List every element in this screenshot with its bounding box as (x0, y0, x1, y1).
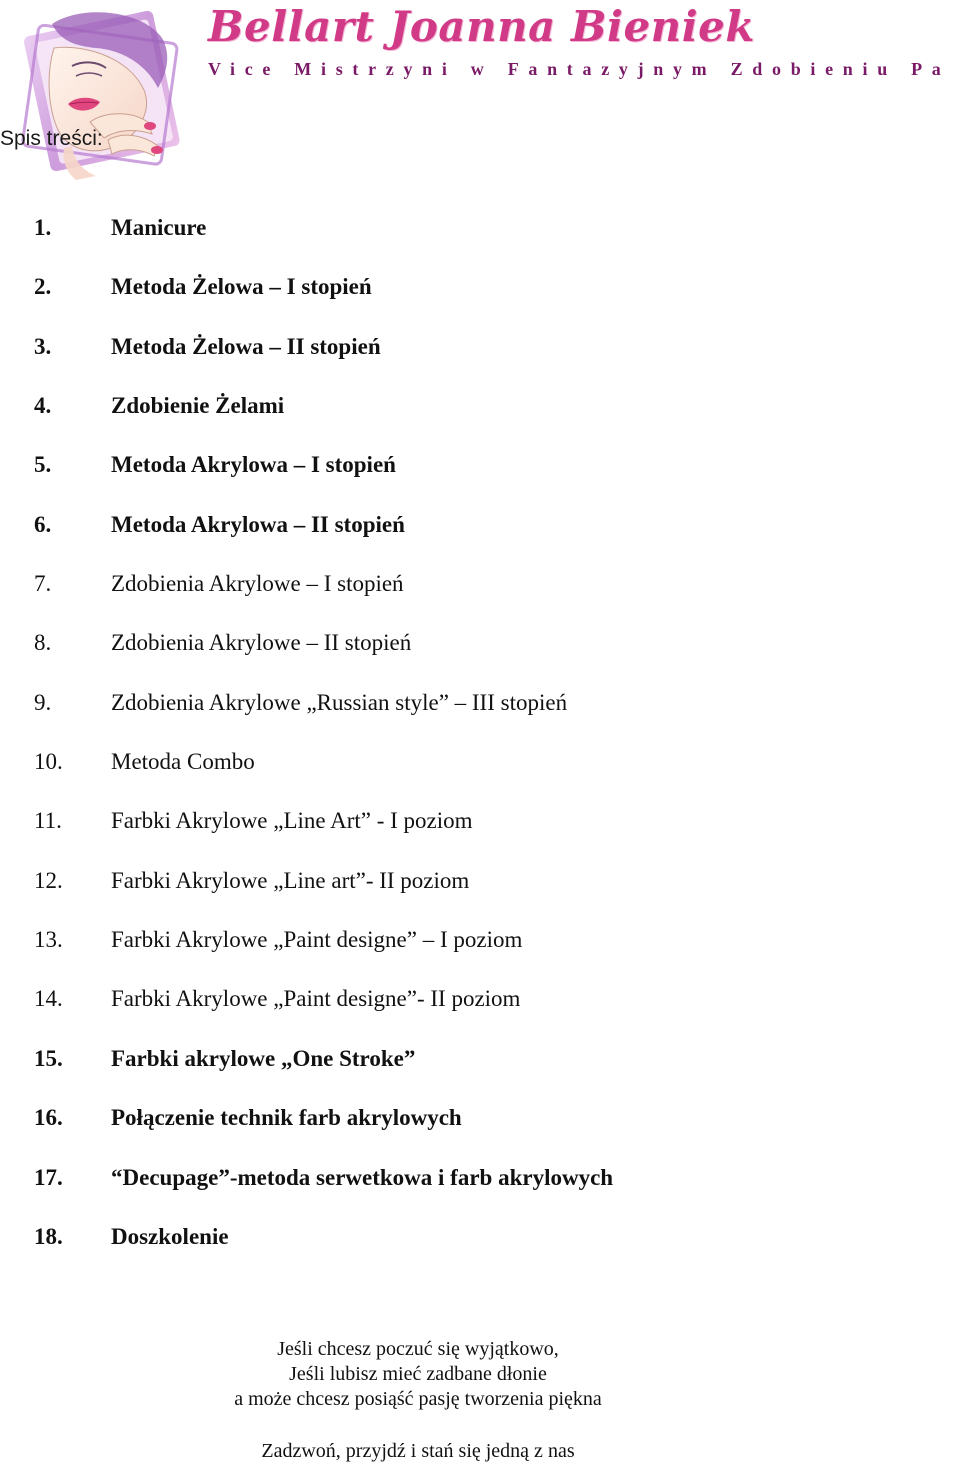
list-item-label: Połączenie technik farb akrylowych (111, 1105, 462, 1131)
list-item-label: Metoda Akrylowa – I stopień (111, 452, 396, 478)
list-item-number: 16. (34, 1105, 63, 1131)
list-item (0, 1218, 960, 1277)
list-item-number: 11. (34, 808, 62, 834)
list-item-label: Metoda Żelowa – I stopień (111, 274, 372, 300)
footer-spacer (0, 1412, 836, 1439)
list-item (0, 446, 960, 505)
list-item-number: 17. (34, 1164, 63, 1190)
list-item (0, 387, 960, 446)
list-item-number: 3. (34, 333, 52, 359)
toc-list (0, 209, 960, 1277)
list-item-label: Farbki Akrylowe „Paint designe” – I poziom (111, 927, 523, 953)
footer-tagline (0, 1337, 836, 1464)
list-item (0, 268, 960, 327)
list-item-label: Farbki akrylowe „One Stroke” (111, 1045, 416, 1071)
list-item (0, 506, 960, 565)
list-item-number: 18. (34, 1223, 63, 1249)
list-item-label: Metoda Akrylowa – II stopień (111, 511, 405, 537)
list-item-label: Doszkolenie (111, 1223, 229, 1249)
list-item (0, 328, 960, 387)
list-item (0, 1099, 960, 1158)
woman-face-hand-illustration-icon (12, 4, 190, 182)
list-item (0, 921, 960, 980)
footer-line-1: Jeśli chcesz poczuć się wyjątkowo, (277, 1338, 559, 1360)
list-item-number: 6. (34, 511, 52, 537)
footer-line-3: a może chcesz posiąść pasję tworzenia piękna (234, 1388, 602, 1410)
list-item-label: Metoda Żelowa – II stopień (111, 333, 381, 359)
toc-heading: Spis treści: (0, 127, 103, 150)
list-item-number: 2. (34, 274, 52, 300)
list-item (0, 624, 960, 683)
list-item-label: Zdobienia Akrylowe – II stopień (111, 630, 412, 656)
list-item (0, 1159, 960, 1218)
list-item (0, 802, 960, 861)
list-item-number: 7. (34, 571, 52, 597)
list-item-number: 14. (34, 986, 63, 1012)
list-item-number: 8. (34, 630, 52, 656)
list-item-label: Zdobienia Akrylowe – I stopień (111, 571, 404, 597)
list-item-label: “Decupage”-metoda serwetkowa i farb akrylowych (111, 1164, 614, 1190)
list-item-number: 1. (34, 215, 52, 240)
brand-subtitle: Vice Mistrzyni w Fantazyjnym Zdobieniu Pa (208, 59, 951, 79)
list-item-label: Farbki Akrylowe „Line Art” - I poziom (111, 808, 473, 834)
list-item (0, 1040, 960, 1099)
list-item-label: Zdobienia Akrylowe „Russian style” – III stopień (111, 689, 568, 715)
footer-line-4: Zadzwoń, przyjdź i stań się jedną z nas (261, 1440, 575, 1462)
footer-line-2: Jeśli lubisz mieć zadbane dłonie (289, 1363, 547, 1385)
list-item (0, 565, 960, 624)
logo (12, 4, 190, 182)
list-item-label: Zdobienie Żelami (111, 393, 285, 419)
list-item-number: 4. (34, 393, 52, 419)
list-item-label: Manicure (111, 215, 207, 240)
list-item (0, 684, 960, 743)
list-item-number: 10. (34, 749, 63, 775)
list-item-number: 13. (34, 927, 63, 953)
list-item-number: 12. (34, 867, 63, 893)
brand-name: Bellart Joanna Bieniek (208, 2, 755, 51)
list-item (0, 862, 960, 921)
list-item-number: 15. (34, 1045, 63, 1071)
list-item (0, 980, 960, 1039)
list-item-number: 5. (34, 452, 52, 478)
list-item-label: Farbki Akrylowe „Line art”- II poziom (111, 867, 470, 893)
list-item (0, 743, 960, 802)
list-item (0, 209, 960, 268)
list-item-number: 9. (34, 689, 52, 715)
list-item-label: Farbki Akrylowe „Paint designe”- II poziom (111, 986, 521, 1012)
list-item-label: Metoda Combo (111, 749, 255, 775)
